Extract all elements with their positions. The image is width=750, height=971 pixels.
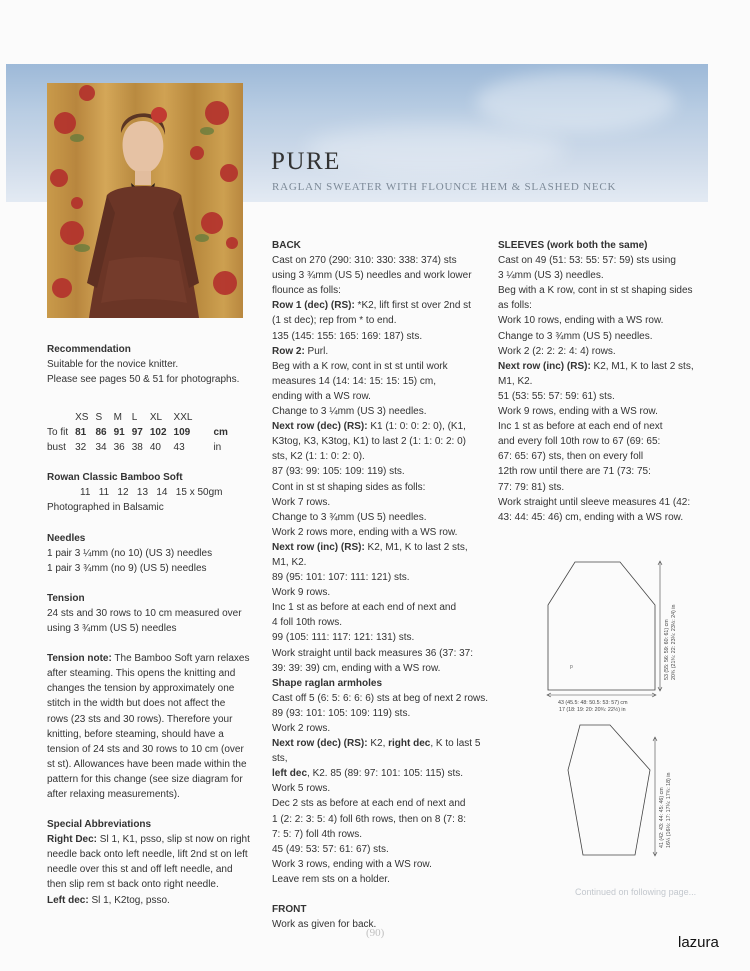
size-cell: 38 [131, 442, 143, 454]
instruction-line: 67: 65: 67) sts, then on every foll [498, 451, 644, 463]
size-cell: 43 [173, 442, 185, 454]
right-dec-line: then slip rem st back onto right needle. [47, 879, 219, 891]
size-cell: To fit [47, 427, 69, 439]
instruction-line [272, 419, 492, 434]
sizes-bust-row [47, 440, 235, 455]
instruction-line: 7: 5: 7) foll 4th rows. [272, 828, 363, 840]
sleeve-outline [568, 725, 650, 855]
sizes-header-row [47, 410, 235, 425]
size-cell: 32 [75, 442, 87, 454]
row-text: , K2. 85 (89: 97: 101: 105: 115) sts. [307, 768, 464, 780]
instruction-line: Work as given for back. [272, 919, 377, 931]
back-heading: BACK [272, 240, 301, 251]
instruction-line: 12th row until there are 71 (73: 75: [498, 466, 651, 478]
sizes-table [47, 410, 235, 455]
tension-note-text: The Bamboo Soft yarn relaxes [111, 653, 250, 665]
right-column [498, 238, 718, 525]
tension-note-line: changes the tension by approximately one [47, 683, 235, 695]
recommendation-line: Please see pages 50 & 51 for photographs. [47, 374, 240, 386]
sleeves-heading: SLEEVES (work both the same) [498, 240, 648, 251]
instruction-line [498, 359, 718, 374]
size-cell: 81 [75, 427, 87, 439]
tension-note-line: rows (23 sts and 30 rows). Therefore your [47, 713, 233, 725]
body-outline [548, 562, 655, 690]
tension-line: 24 sts and 30 rows to 10 cm measured over [47, 607, 242, 619]
instruction-line: Work 2 rows. [272, 723, 331, 734]
size-cell: 34 [95, 442, 107, 454]
tension-note-label: Tension note: [47, 653, 112, 665]
pattern-title: PURE [271, 148, 341, 175]
instruction-line: 45 (49: 53: 57: 61: 67) sts. [272, 843, 389, 855]
instruction-line: Cast on 270 (290: 310: 330: 338: 374) sts [272, 255, 457, 267]
instruction-line: Work 3 rows, ending with a WS row. [272, 858, 432, 870]
size-cell: L [131, 412, 138, 424]
instruction-line: Inc 1 st as before at each end of next [498, 421, 663, 433]
scan-credit: lazura [678, 934, 719, 951]
tension-note-line: after relaxing measurements). [47, 788, 180, 800]
size-cell: XL [149, 412, 163, 424]
tension-heading: Tension [47, 592, 85, 604]
recommendation-heading: Recommendation [47, 344, 131, 355]
tension-note [47, 651, 257, 666]
size-cell: M [113, 412, 122, 424]
sleeve-length-cm: 41 (42: 43: 44: 45: 46) cm [659, 787, 665, 848]
instruction-line: Work 7 rows. [272, 496, 331, 508]
size-diagram [540, 560, 690, 860]
recommendation-line: Suitable for the novice knitter. [47, 359, 179, 371]
instruction-line: 3 ¼mm (US 3) needles. [498, 270, 604, 282]
tension-note-line: st st). Allowances have been made within the [47, 758, 247, 770]
size-cell: 40 [149, 442, 161, 454]
right-dec-line: needle over this st and off left needle, and [47, 864, 233, 876]
instruction-line: Work 5 rows. [272, 783, 331, 795]
tension-note-line: knitting, before steaming, should have a [47, 728, 224, 740]
page-number: (90) [366, 927, 385, 939]
instruction-line: Work 9 rows. [272, 587, 331, 599]
right-dec-line: needle back onto left needle, lift 2nd st on left [47, 849, 248, 861]
instruction-line: Change to 3 ¾mm (US 5) needles. [498, 330, 653, 342]
instruction-line: and every foll 10th row to 67 (69: 65: [498, 436, 661, 448]
row-text: K2, M1, K to last 2 sts, [364, 541, 468, 553]
abbreviations-heading: Special Abbreviations [47, 819, 152, 831]
instruction-line: 39: 39: 39) cm, ending with a WS row. [272, 662, 441, 674]
instruction-line: Work 2 rows more, ending with a WS row. [272, 526, 458, 538]
instruction-line: (1 st dec); rep from * to end. [272, 315, 397, 327]
instruction-line: as folls: [498, 300, 532, 312]
instruction-line: Cast on 49 (51: 53: 55: 57: 59) sts using [498, 255, 676, 267]
tension-line: using 3 ¾mm (US 5) needles [47, 623, 177, 635]
instruction-line: Beg with a K row, cont in st st shaping sides [498, 285, 693, 297]
body-width-cm: 43 (45.5: 48: 50.5: 53: 57) cm [558, 700, 628, 706]
row-text: K2, [367, 738, 389, 750]
instruction-line: Work straight until back measures 36 (37: 37: [272, 647, 474, 659]
row-text: Purl. [304, 345, 329, 357]
left-dec-label: Left dec: [47, 894, 89, 906]
continued-note: Continued on following page... [575, 887, 697, 897]
instruction-line: Leave rem sts on a holder. [272, 873, 390, 885]
yarn-quantities: 11 11 12 13 14 15 x 50gm [80, 487, 223, 499]
banner-cloud [476, 72, 676, 132]
instruction-line: M1, K2. [498, 375, 533, 387]
sleeve-length-in: 16¼ (16½: 17: 17¼: 17¾: 18) in [666, 772, 672, 848]
instruction-line: Cast off 5 (6: 5: 6: 6: 6) sts at beg of next 2 rows. [272, 692, 489, 704]
row-label: Row 1 (dec) (RS): [272, 300, 355, 312]
row-label: Next row (dec) (RS): [272, 421, 368, 433]
svg-text:p: p [570, 664, 573, 670]
instruction-line: Work 2 (2: 2: 2: 4: 4) rows. [498, 345, 616, 357]
needles-heading: Needles [47, 532, 86, 544]
row-text: K1 (1: 0: 0: 2: 0), (K1, [367, 421, 466, 433]
model-photo [47, 83, 243, 318]
model-photo-illustration [47, 83, 243, 318]
instruction-line: ending with a WS row. [272, 390, 371, 402]
instruction-line: 89 (93: 101: 105: 109: 119) sts. [272, 707, 411, 719]
row-label: Next row (dec) (RS): [272, 738, 368, 750]
instruction-line: 99 (105: 111: 117: 121: 131) sts. [272, 632, 415, 644]
size-cell: cm [213, 427, 228, 439]
size-cell: bust [47, 442, 66, 454]
size-cell [199, 410, 234, 425]
row-label: right dec [388, 738, 431, 750]
row-label: Next row (inc) (RS): [498, 360, 591, 372]
instruction-line: 51 (53: 55: 57: 59: 61) sts. [498, 390, 615, 402]
sizes-tofit-row [47, 425, 235, 440]
instruction-line: 77: 79: 81) sts. [498, 481, 565, 493]
size-cell: in [213, 442, 222, 454]
left-dec-definition [47, 893, 257, 908]
instruction-line: Work 9 rows, ending with a WS row. [498, 406, 658, 418]
body-width-in: 17 (18: 19: 20: 20¾: 22½) in [559, 707, 626, 713]
row-label: Next row (inc) (RS): [272, 541, 365, 553]
instruction-line: 4 foll 10th rows. [272, 617, 343, 629]
row-text: K2, M1, K to last 2 sts, [590, 360, 694, 372]
instruction-line: sts, K2 (1: 1: 0: 2: 0). [272, 451, 365, 463]
size-cell [47, 410, 75, 425]
yarn-colour: Photographed in Balsamic [47, 502, 164, 514]
instruction-line: 1 (2: 2: 3: 5: 4) foll 6th rows, then on 8 (7: 8: [272, 813, 466, 825]
instruction-line [272, 540, 492, 555]
yarn-heading: Rowan Classic Bamboo Soft [47, 472, 183, 484]
needles-line: 1 pair 3 ¾mm (no 9) (US 5) needles [47, 562, 207, 574]
tension-note-line: after steaming. This opens the knitting and [47, 668, 236, 680]
instruction-line: 135 (145: 155: 165: 169: 187) sts. [272, 330, 423, 342]
middle-column [272, 238, 492, 932]
shape-armholes-heading: Shape raglan armholes [272, 677, 383, 689]
right-dec-definition [47, 832, 257, 847]
instruction-line: Change to 3 ¾mm (US 5) needles. [272, 511, 427, 523]
instruction-line: Beg with a K row, cont in st st until work [272, 360, 448, 372]
body-height-in: 20¾ (21¾: 22: 23¼: 23½: 24) in [671, 604, 677, 680]
banner-cloud [306, 124, 566, 174]
size-cell: 109 [173, 427, 191, 439]
instruction-line: 89 (95: 101: 107: 111: 121) sts. [272, 572, 410, 584]
instruction-line: M1, K2. [272, 556, 307, 568]
row-text: , K to last 5 sts, [272, 738, 481, 765]
size-cell: XS [75, 412, 89, 424]
tension-note-line: tension of 24 sts and 30 rows to 10 cm (over [47, 743, 244, 755]
instruction-line [272, 736, 492, 766]
size-cell: 102 [149, 427, 167, 439]
left-dec-text: Sl 1, K2tog, psso. [88, 894, 170, 906]
tension-note-line: stitch in the width but does not affect the [47, 698, 226, 710]
left-column [47, 342, 257, 908]
body-height-cm: 53 (55: 56: 59: 60: 61) cm [664, 619, 670, 680]
instruction-line: Cont in st st shaping sides as folls: [272, 481, 426, 493]
instruction-line: Inc 1 st as before at each end of next and [272, 602, 457, 614]
tension-note-line: pattern for this change (see size diagram for [47, 773, 243, 785]
instruction-line: Change to 3 ¼mm (US 3) needles. [272, 406, 427, 418]
size-cell: 36 [113, 442, 125, 454]
row-label: Row 2: [272, 345, 305, 357]
front-heading: FRONT [272, 904, 307, 916]
instruction-line [272, 344, 492, 359]
instruction-line: Dec 2 sts as before at each end of next and [272, 798, 466, 810]
instruction-line [272, 766, 492, 781]
instruction-line: flounce as folls: [272, 285, 341, 297]
instruction-line [272, 298, 492, 313]
instruction-line: Work straight until sleeve measures 41 (42: [498, 496, 691, 508]
instruction-line: Work 10 rows, ending with a WS row. [498, 315, 664, 327]
instruction-line: using 3 ¾mm (US 5) needles and work lower [272, 270, 472, 282]
size-cell: 91 [113, 427, 125, 439]
instruction-line: 43: 44: 45: 46) cm, ending with a WS row. [498, 511, 684, 523]
row-label: left dec [272, 768, 308, 780]
right-dec-text: Sl 1, K1, psso, slip st now on right [97, 834, 250, 846]
instruction-line: 87 (93: 99: 105: 109: 119) sts. [272, 466, 405, 478]
instruction-line: K3tog, K3, K3tog, K1) to last 2 (1: 1: 0: 2: 0) [272, 436, 466, 448]
size-cell: 97 [131, 427, 143, 439]
needles-line: 1 pair 3 ¼mm (no 10) (US 3) needles [47, 547, 213, 559]
size-cell: XXL [173, 412, 193, 424]
pattern-subtitle: RAGLAN SWEATER WITH FLOUNCE HEM & SLASHED NECK [272, 181, 617, 193]
size-cell: 86 [95, 427, 107, 439]
instruction-line: measures 14 (14: 14: 15: 15: 15) cm, [272, 375, 436, 387]
right-dec-label: Right Dec: [47, 834, 97, 846]
size-cell: S [95, 412, 103, 424]
row-text: *K2, lift first st over 2nd st [354, 300, 471, 312]
